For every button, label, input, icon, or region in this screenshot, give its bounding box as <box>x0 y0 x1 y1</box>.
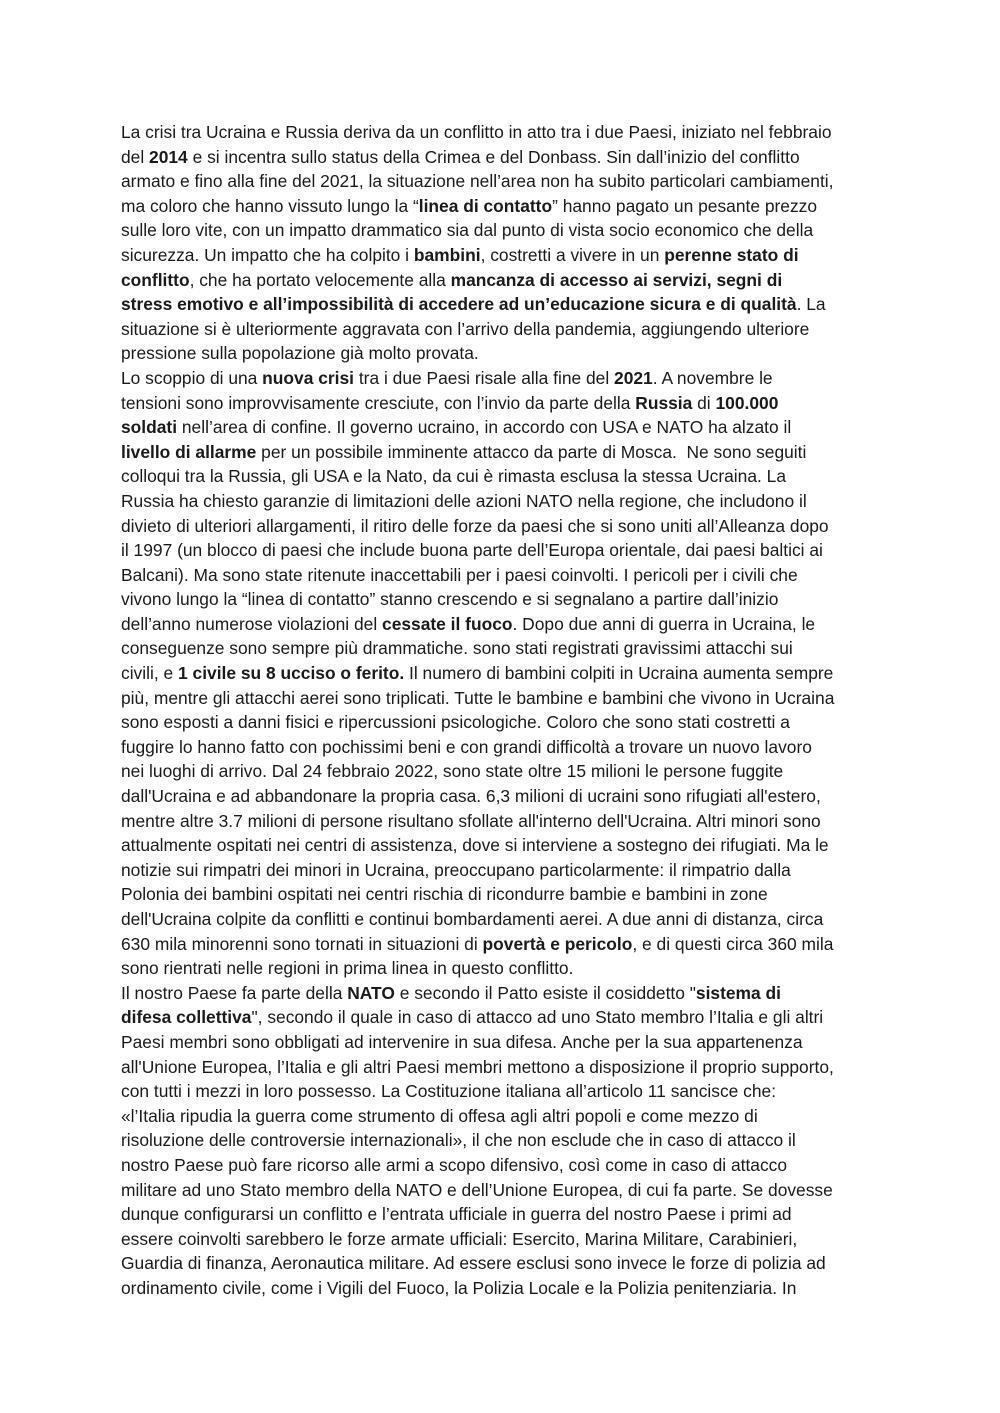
text-line <box>121 292 891 317</box>
text-line <box>121 587 891 612</box>
text-segment: militare ad uno Stato membro della NATO e dell’Unione Europea, di cui fa parte. Se dovesse <box>121 1179 833 1200</box>
text-line <box>121 169 891 194</box>
text-segment: , che ha portato velocemente alla <box>189 269 451 290</box>
text-line <box>121 858 891 883</box>
text-line <box>121 415 891 440</box>
paragraph <box>121 981 891 1301</box>
text-segment: «l’Italia ripudia la guerra come strumento di offesa agli altri popoli e come mezzo di <box>121 1105 758 1126</box>
text-line <box>121 1178 891 1203</box>
text-segment: Balcani). Ma sono state ritenute inaccettabili per i paesi coinvolti. I pericoli per i civili che <box>121 564 798 585</box>
text-segment: notizie sui rimpatri dei minori in Ucraina, preoccupano particolarmente: il rimpatrio dalla <box>121 859 791 880</box>
text-segment: e si incentra sullo status della Crimea e del Donbass. Sin dall’inizio del conflitto <box>187 146 800 167</box>
text-line <box>121 1227 891 1252</box>
text-segment: sono rientrati nelle regioni in prima linea in questo conflitto. <box>121 958 574 979</box>
text-line <box>121 1030 891 1055</box>
text-segment: dell'Ucraina colpite da conflitti e continui bombardamenti aerei. A due anni di distanza, circa <box>121 909 824 929</box>
text-segment: del <box>121 146 150 167</box>
text-segment: Il nostro Paese fa parte della <box>121 982 348 1003</box>
bold-text: conflitto <box>121 269 190 290</box>
text-segment: tensioni sono improvvisamente cresciute, con l’invio da parte della <box>121 392 636 413</box>
text-line <box>121 612 891 637</box>
text-line <box>121 981 891 1006</box>
bold-text: bambini <box>413 244 481 265</box>
bold-text: livello di allarme <box>121 441 257 462</box>
text-line <box>121 1128 891 1153</box>
text-line <box>121 145 891 170</box>
paragraph <box>121 120 891 366</box>
text-segment: dell’anno numerose violazioni del <box>121 613 383 634</box>
bold-text: 1 civile su 8 ucciso o ferito. <box>178 663 405 684</box>
text-line <box>121 1005 891 1030</box>
text-line <box>121 218 891 243</box>
text-line <box>121 907 891 932</box>
bold-text: NATO <box>347 982 395 1003</box>
document-body <box>121 120 891 1301</box>
text-segment: ", secondo il quale in caso di attacco ad uno Stato membro l’Italia e gli altri <box>251 1007 824 1028</box>
bold-text: povertà e pericolo <box>482 933 633 954</box>
text-segment: Paesi membri sono obbligati ad intervenire in sua difesa. Anche per la sua appartenenza <box>121 1031 803 1052</box>
text-segment: situazione si è ulteriormente aggravata con l’arrivo della pandemia, aggiungendo ulteriore <box>121 318 810 339</box>
bold-text: 2014 <box>149 146 188 167</box>
text-segment: il 1997 (un blocco di paesi che include buona parte dell’Europa orientale, dai paesi baltici ai <box>121 540 823 561</box>
text-line <box>121 1104 891 1129</box>
text-line <box>121 464 891 489</box>
text-segment: ordinamento civile, come i Vigili del Fuoco, la Polizia Locale e la Polizia penitenziaria. In <box>121 1277 797 1298</box>
text-segment: colloqui tra la Russia, gli USA e la Nato, da cui è rimasta esclusa la stessa Ucraina. La <box>121 466 787 487</box>
text-segment: risoluzione delle controversie internazionali», il che non esclude che in caso di attacco il <box>121 1130 796 1151</box>
text-segment: Lo scoppio di una <box>121 367 263 388</box>
text-line <box>121 784 891 809</box>
text-segment: vivono lungo la “linea di contatto” stanno crescendo e si segnalano a partire dall’inizio <box>121 589 779 610</box>
text-segment: La crisi tra Ucraina e Russia deriva da un conflitto in atto tra i due Paesi, iniziato nel febbraio <box>121 122 832 142</box>
text-segment: sulle loro vite, con un impatto drammatico sia dal punto di vista socio economico che della <box>121 220 814 241</box>
paragraph <box>121 366 891 981</box>
text-segment: . Dopo due anni di guerra in Ucraina, le <box>512 613 816 634</box>
text-segment: ” hanno pagato un pesante prezzo <box>552 195 818 216</box>
text-segment: . A novembre le <box>652 367 773 388</box>
text-segment: civili, e <box>121 663 179 684</box>
text-line <box>121 489 891 514</box>
text-line <box>121 686 891 711</box>
text-segment: con tutti i mezzi in loro possesso. La Costituzione italiana all’articolo 11 sancisce che: <box>121 1081 777 1102</box>
text-segment: , costretti a vivere in un <box>480 244 665 265</box>
text-line <box>121 809 891 834</box>
text-line <box>121 391 891 416</box>
bold-text: mancanza di accesso ai servizi, segni di <box>450 269 783 290</box>
bold-text: 2021 <box>614 367 653 388</box>
text-segment: nostro Paese può fare ricorso alle armi a scopo difensivo, così come in caso di attacco <box>121 1154 788 1175</box>
text-segment: . La <box>796 294 826 315</box>
text-line <box>121 268 891 293</box>
text-line <box>121 341 891 366</box>
bold-text: sistema di <box>695 982 781 1003</box>
text-segment: Russia ha chiesto garanzie di limitazioni delle azioni NATO nella regione, che includono il <box>121 490 807 511</box>
text-segment: di <box>692 392 716 413</box>
text-segment: e secondo il Patto esiste il cosiddetto " <box>394 982 696 1003</box>
text-segment: dunque configurarsi un conflitto e l’entrata ufficiale in guerra del nostro Paese i primi ad <box>121 1204 792 1225</box>
text-line <box>121 1079 891 1104</box>
text-segment: Guardia di finanza, Aeronautica militare. Ad essere esclusi sono invece le forze di polizia ad <box>121 1253 826 1274</box>
bold-text: perenne stato di <box>664 244 799 265</box>
text-segment: tra i due Paesi risale alla fine del <box>354 367 615 388</box>
text-line <box>121 194 891 219</box>
text-segment: armato e fino alla fine del 2021, la situazione nell’area non ha subito particolari cambiamenti, <box>121 171 834 192</box>
text-line <box>121 1153 891 1178</box>
text-segment: Polonia dei bambini ospitati nei centri rischia di ricondurre bambie e bambini in zone <box>121 884 768 905</box>
text-line <box>121 833 891 858</box>
text-segment: più, mentre gli attacchi aerei sono triplicati. Tutte le bambine e bambini che vivono in Ucraina <box>121 687 835 708</box>
text-line <box>121 735 891 760</box>
bold-text: stress emotivo e all’impossibilità di accedere ad un’educazione sicura e di qualità <box>121 294 797 315</box>
text-line <box>121 366 891 391</box>
text-line <box>121 440 891 465</box>
bold-text: difesa collettiva <box>121 1007 252 1028</box>
text-line <box>121 317 891 342</box>
text-segment: per un possibile imminente attacco da parte di Mosca. Ne sono seguiti <box>256 441 807 462</box>
text-line <box>121 538 891 563</box>
bold-text: 100.000 <box>715 392 779 413</box>
text-line <box>121 1276 891 1301</box>
text-segment: 630 mila minorenni sono tornati in situazioni di <box>121 933 483 954</box>
text-line <box>121 1202 891 1227</box>
text-line <box>121 120 891 145</box>
text-line <box>121 882 891 907</box>
text-line <box>121 932 891 957</box>
bold-text: cessate il fuoco <box>382 613 513 634</box>
text-line <box>121 759 891 784</box>
text-segment: conseguenze sono sempre più drammatiche. sono stati registrati gravissimi attacchi sui <box>121 638 793 659</box>
text-line <box>121 661 891 686</box>
text-segment: attualmente ospitati nei centri di assistenza, dove si interviene a sostegno dei rifugiati. Ma le <box>121 835 829 856</box>
text-line <box>121 636 891 661</box>
text-segment: pressione sulla popolazione già molto provata. <box>121 343 479 364</box>
text-line <box>121 514 891 539</box>
text-segment: divieto di ulteriori allargamenti, il ritiro delle forze da paesi che si sono uniti all’Alleanza dopo <box>121 515 829 536</box>
bold-text: soldati <box>121 417 178 438</box>
bold-text: linea di contatto <box>418 195 553 216</box>
text-segment: nei luoghi di arrivo. Dal 24 febbraio 2022, sono state oltre 15 milioni le persone fuggite <box>121 761 784 782</box>
text-segment: sono esposti a danni fisici e ripercussioni psicologiche. Coloro che sono stati costretti a <box>121 712 790 733</box>
bold-text: Russia <box>635 392 693 413</box>
text-line <box>121 956 891 981</box>
text-segment: , e di questi circa 360 mila <box>632 933 834 954</box>
text-segment: dall'Ucraina e ad abbandonare la propria casa. 6,3 milioni di ucraini sono rifugiati all'estero, <box>121 786 821 807</box>
text-line <box>121 563 891 588</box>
text-line <box>121 710 891 735</box>
bold-text: nuova crisi <box>262 367 354 388</box>
text-segment: nell’area di confine. Il governo ucraino, in accordo con USA e NATO ha alzato il <box>177 417 792 438</box>
text-segment: sicurezza. Un impatto che ha colpito i <box>121 244 414 265</box>
text-segment: fuggire lo hanno fatto con pochissimi beni e con grandi difficoltà a trovare un nuovo lavoro <box>121 736 812 757</box>
text-line <box>121 1055 891 1080</box>
text-line <box>121 243 891 268</box>
text-segment: all'Unione Europea, l’Italia e gli altri Paesi membri mettono a disposizione il proprio supporto, <box>121 1056 834 1077</box>
text-line <box>121 1251 891 1276</box>
text-segment: ma coloro che hanno vissuto lungo la “ <box>121 195 419 216</box>
text-segment: essere coinvolti sarebbero le forze armate ufficiali: Esercito, Marina Militare, Carabinieri, <box>121 1228 798 1249</box>
text-segment: mentre altre 3.7 milioni di persone risultano sfollate all'interno dell'Ucraina. Altri minori sono <box>121 810 821 831</box>
text-segment: Il numero di bambini colpiti in Ucraina aumenta sempre <box>404 663 834 684</box>
